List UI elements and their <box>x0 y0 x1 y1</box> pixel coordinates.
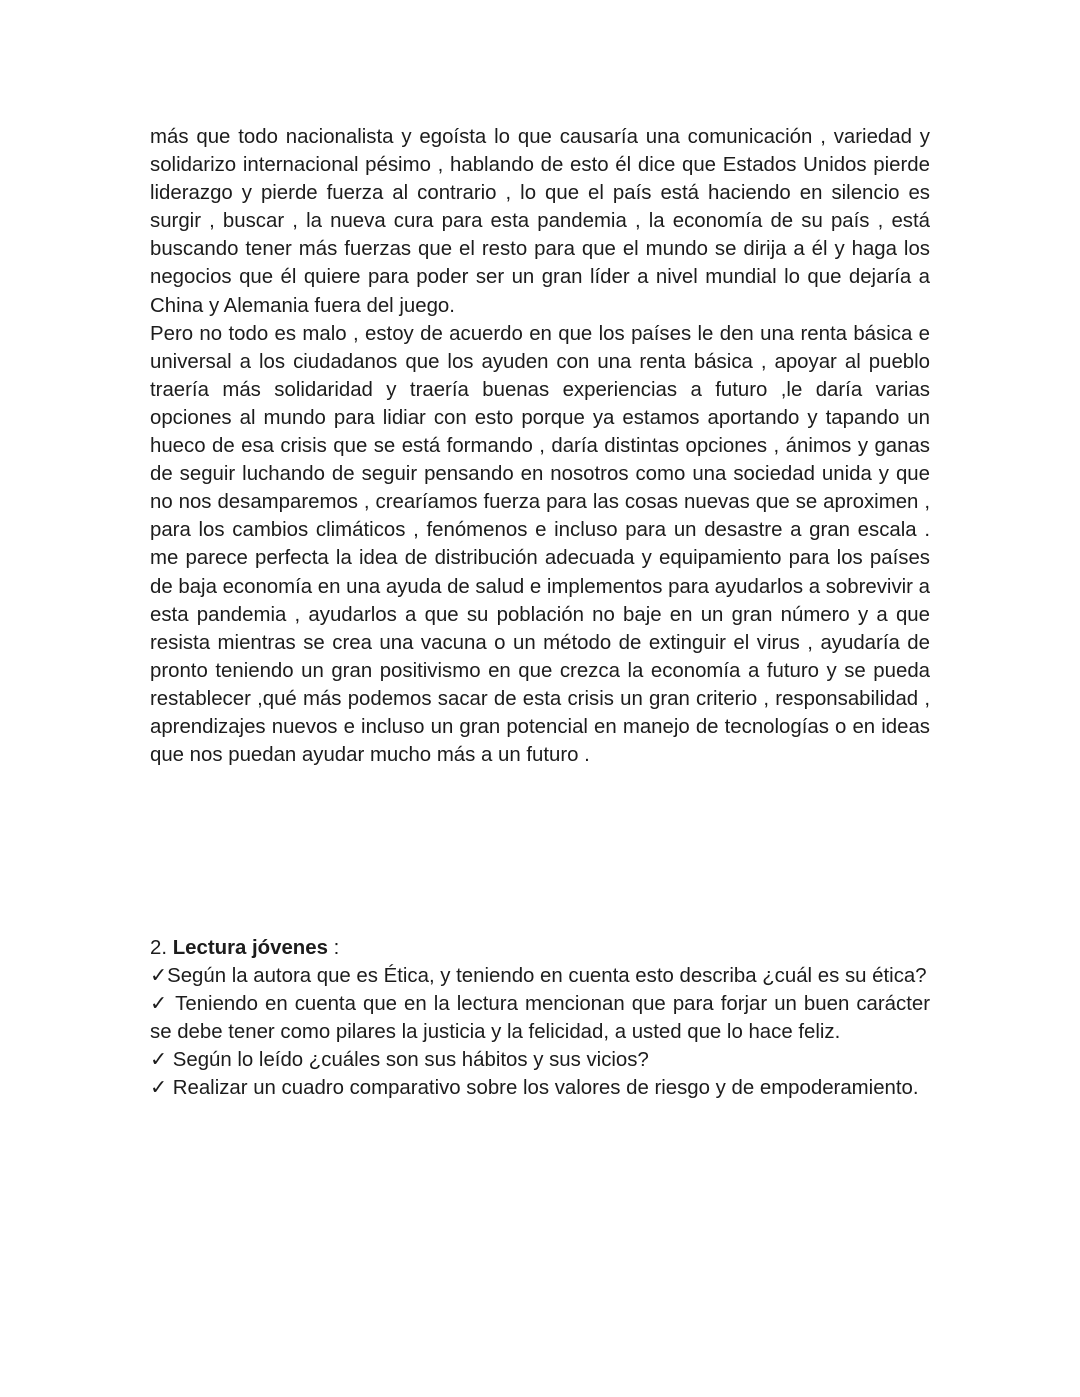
question-text: Según la autora que es Ética, y teniendo en cuenta esto describa ¿cuál es su ética? <box>167 965 927 988</box>
check-mark-icon: ✓ <box>150 1077 168 1100</box>
question-text: Teniendo en cuenta que en la lectura mencionan que para forjar un buen carácter se debe tener como pilares la justicia y la felicidad, a usted que lo hace feliz. <box>150 993 930 1044</box>
section-title: Lectura jóvenes <box>172 937 328 959</box>
question-item <box>150 990 930 1046</box>
question-text: Según lo leído ¿cuáles son sus hábitos y sus vicios? <box>167 1049 649 1072</box>
question-item <box>150 1074 930 1102</box>
paragraph-2: Pero no todo es malo , estoy de acuerdo en que los países le den una renta básica e universal a los ciudadanos que los ayuden con una renta básica , apoyar al pueblo traería más solidaridad y traería buenas experiencias a futuro ,le daría varias opciones al mundo para lidiar con esto porque ya estamos aportando y tapando un hueco de esa crisis que se está formando , daría distintas opciones , ánimos y ganas de seguir luchando de seguir pensando en nosotros como una sociedad unida y que no nos desamparemos , crearíamos fuerza para las cosas nuevas que se aproximen , para los cambios climáticos , fenómenos e incluso para un desastre a gran escala . me parece perfecta la idea de distribución adecuada y equipamiento para los países de baja economía en una ayuda de salud e implementos para ayudarlos a sobrevivir a esta pandemia , ayudarlos a que su población no baje en un gran número y a que resista mientras se crea una vacuna o un método de extinguir el virus , ayudaría de pronto teniendo un gran positivismo en que crezca la economía a futuro y se pueda restablecer ,qué más podemos sacar de esta crisis un gran criterio , responsabilidad , aprendizajes nuevos e incluso un gran potencial en manejo de tecnologías o en ideas que nos puedan ayudar mucho más a un futuro . <box>150 322 930 767</box>
check-mark-icon: ✓ <box>150 965 168 988</box>
section-number: 2. <box>150 937 168 959</box>
section-colon: : <box>333 937 340 959</box>
document-body <box>150 123 930 769</box>
check-mark-icon: ✓ <box>150 1049 168 1072</box>
section-heading <box>150 934 930 962</box>
check-mark-icon: ✓ <box>150 993 169 1016</box>
question-text: Realizar un cuadro comparativo sobre los valores de riesgo y de empoderamiento. <box>167 1077 919 1100</box>
question-item <box>150 1046 930 1074</box>
paragraph-1: más que todo nacionalista y egoísta lo que causaría una comunicación , variedad y solidarizo internacional pésimo , hablando de esto él dice que Estados Unidos pierde liderazgo y pierde fuerza al contrario , lo que el país está haciendo en silencio es surgir , buscar , la nueva cura para esta pandemia , la economía de su país , está buscando tener más fuerzas que el resto para que el mundo se dirija a él y haga los negocios que él quiere para poder ser un gran líder a nivel mundial lo que dejaría a China y Alemania fuera del juego. <box>150 126 930 317</box>
question-item <box>150 962 930 990</box>
section-2 <box>150 934 930 1103</box>
